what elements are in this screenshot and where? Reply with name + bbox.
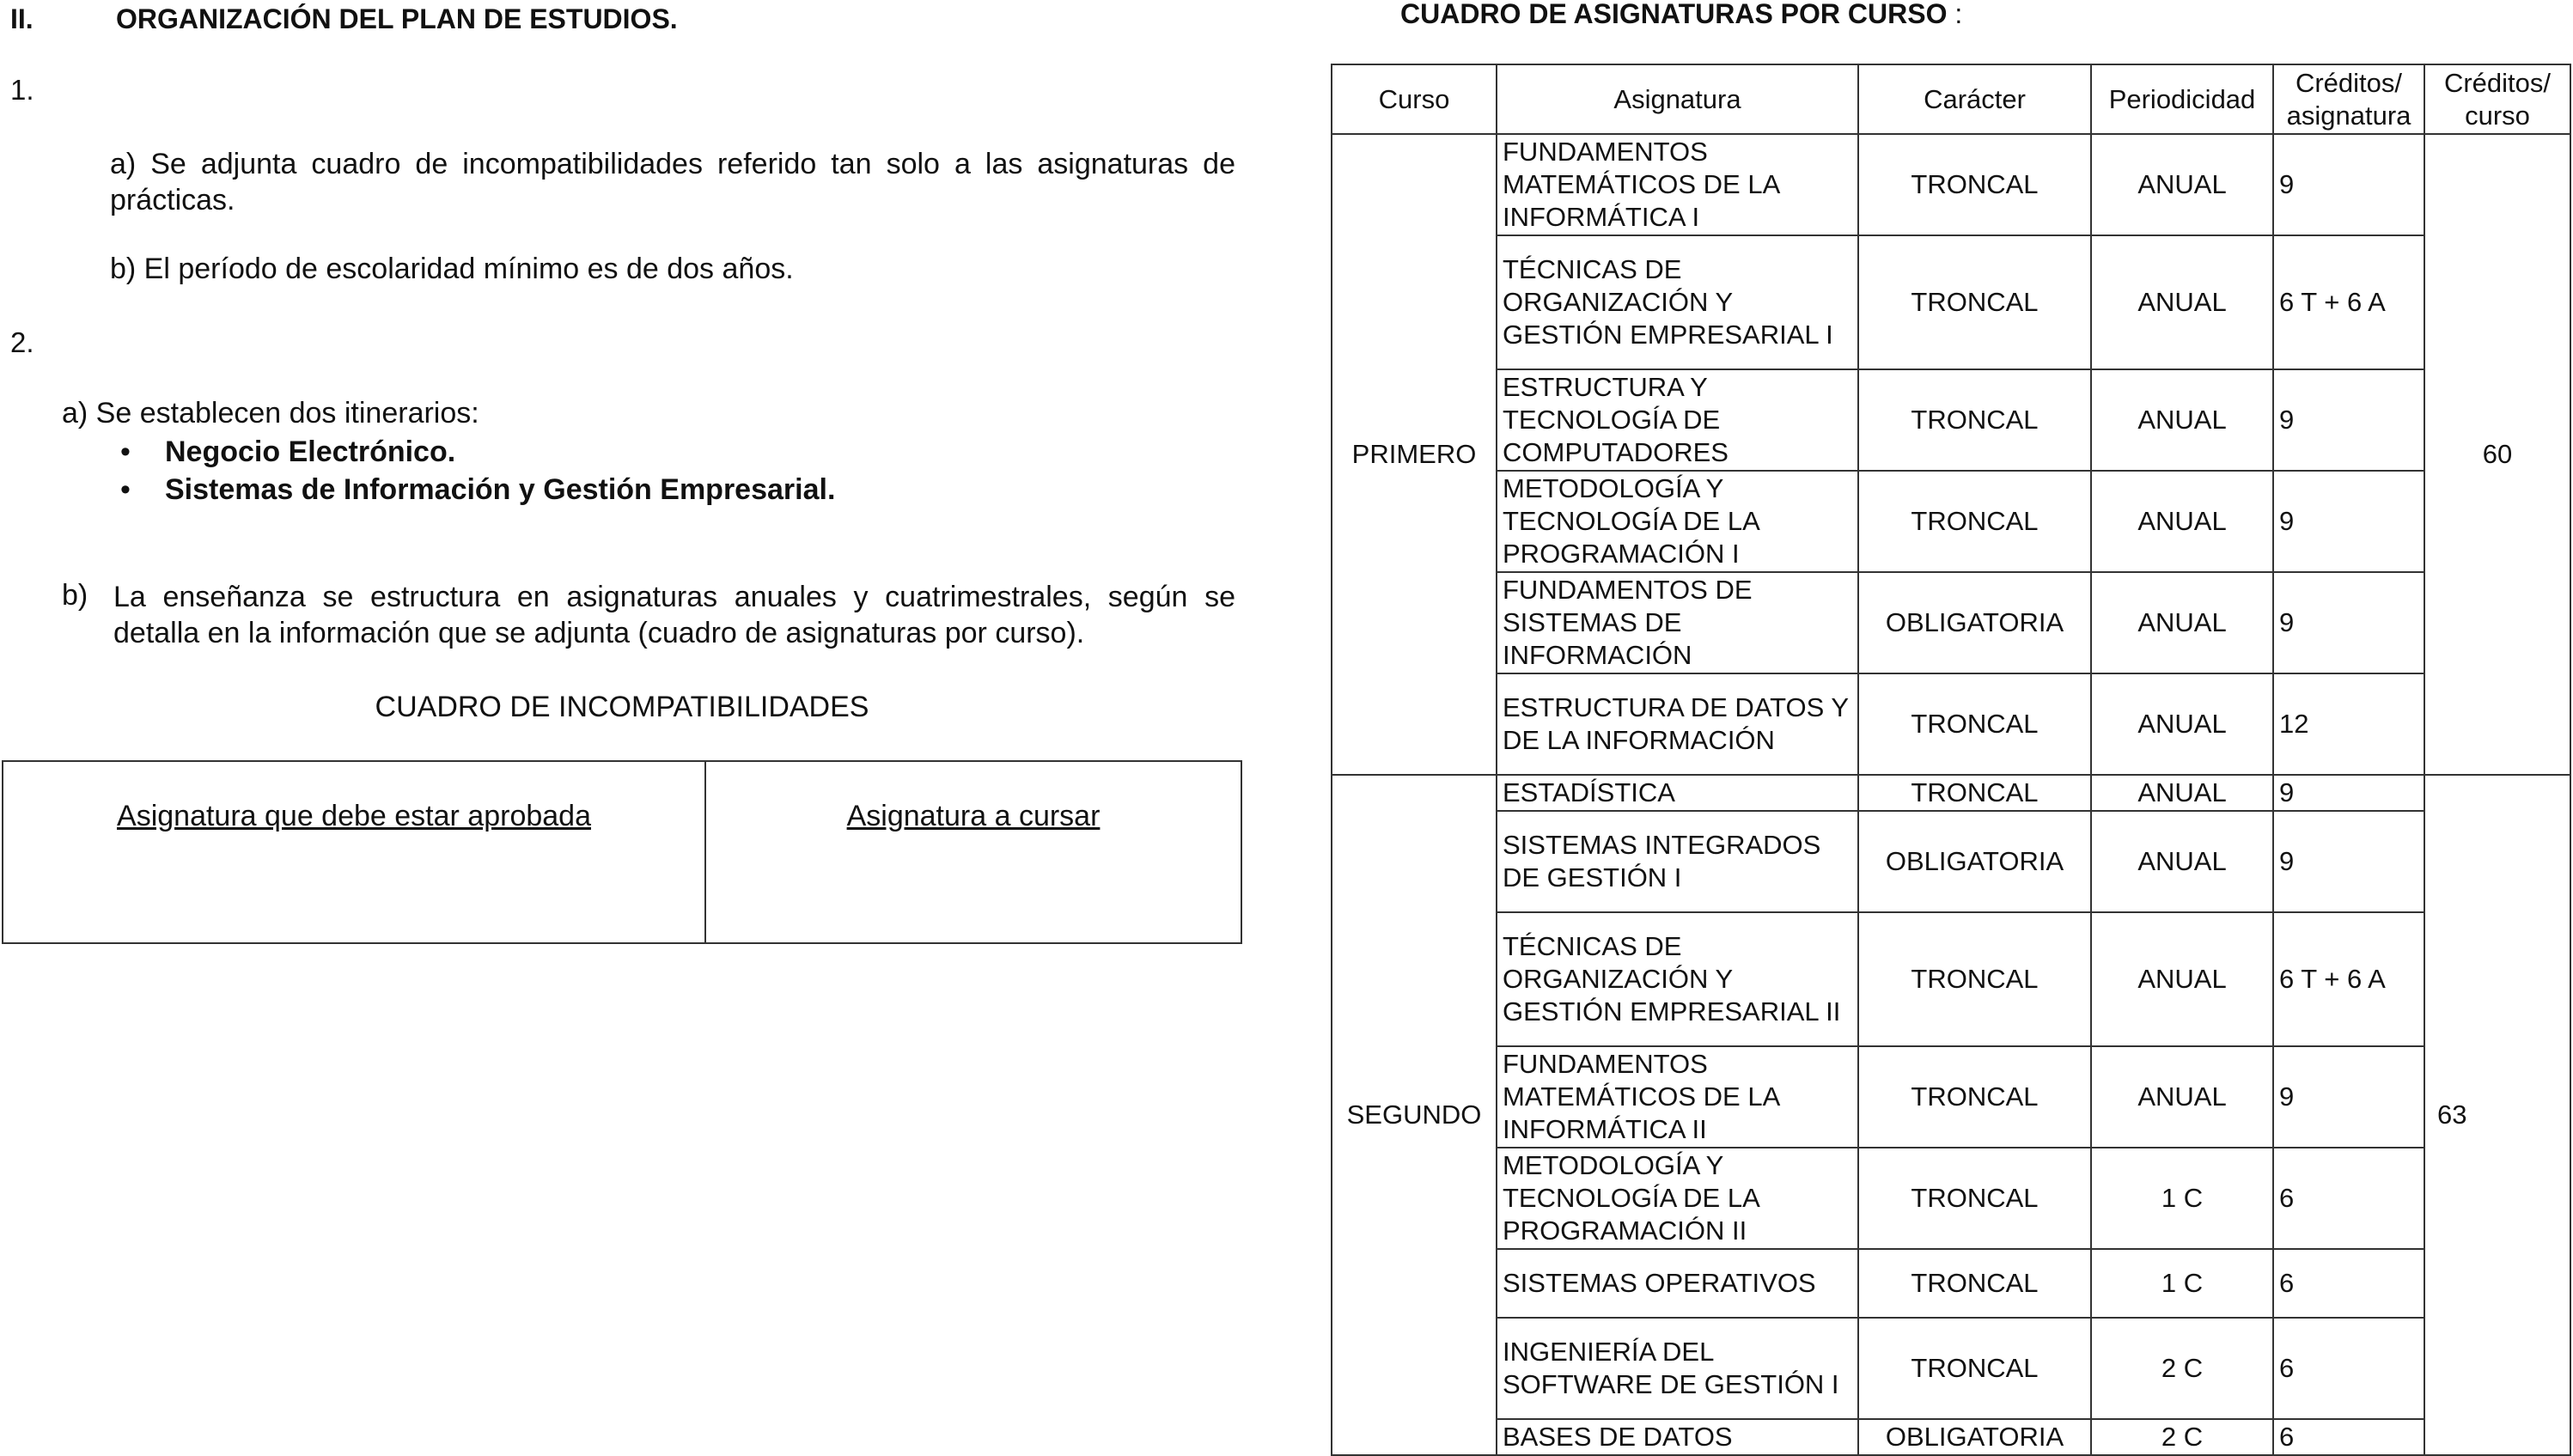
incompatibilities-header-required: Asignatura que debe estar aprobada [117,800,591,832]
table-row [1332,471,2570,572]
item-1b-paragraph: b) El período de escolaridad mínimo es de dos años. [110,253,794,285]
header-creditos-curso: Créditos/ curso [2424,64,2570,134]
creditos-cell: 9 [2273,811,2424,912]
creditos-cell: 6 [2273,1318,2424,1419]
asignatura-cell: METODOLOGÍA Y TECNOLOGÍA DE LA PROGRAMACIÓN II [1497,1148,1858,1249]
caracter-cell: TRONCAL [1858,369,2091,471]
creditos-cell: 6 [2273,1148,2424,1249]
creditos-cell: 9 [2273,369,2424,471]
table-row [1332,1148,2570,1249]
incompatibilities-header-to-take: Asignatura a cursar [846,800,1101,832]
periodicidad-cell: ANUAL [2091,1046,2273,1148]
table-row [1332,1046,2570,1148]
caracter-cell: TRONCAL [1858,673,2091,775]
table-row [1332,235,2570,369]
periodicidad-cell: ANUAL [2091,775,2273,811]
header-periodicidad: Periodicidad [2091,64,2273,134]
asignatura-cell: TÉCNICAS DE ORGANIZACIÓN Y GESTIÓN EMPRESARIAL I [1497,235,1858,369]
periodicidad-cell: ANUAL [2091,912,2273,1046]
table-row [1332,134,2570,235]
asignatura-cell: TÉCNICAS DE ORGANIZACIÓN Y GESTIÓN EMPRESARIAL II [1497,912,1858,1046]
incompatibilities-table [2,760,1242,944]
caracter-cell: TRONCAL [1858,775,2091,811]
table-row [1332,369,2570,471]
asignatura-cell: FUNDAMENTOS MATEMÁTICOS DE LA INFORMÁTICA I [1497,134,1858,235]
caracter-cell: OBLIGATORIA [1858,1419,2091,1455]
periodicidad-cell: 1 C [2091,1249,2273,1318]
asignatura-cell: FUNDAMENTOS DE SISTEMAS DE INFORMACIÓN [1497,572,1858,673]
asignatura-cell: ESTADÍSTICA [1497,775,1858,811]
asignatura-cell: ESTRUCTURA Y TECNOLOGÍA DE COMPUTADORES [1497,369,1858,471]
creditos-cell: 9 [2273,134,2424,235]
periodicidad-cell: ANUAL [2091,811,2273,912]
header-curso: Curso [1332,64,1497,134]
caracter-cell: TRONCAL [1858,1318,2091,1419]
creditos-cell: 9 [2273,572,2424,673]
caracter-cell: TRONCAL [1858,912,2091,1046]
item-2-number: 2. [10,326,34,358]
incompatibilities-title: CUADRO DE INCOMPATIBILIDADES [375,691,869,723]
subjects-table-title-text: CUADRO DE ASIGNATURAS POR CURSO [1400,0,1948,29]
creditos-cell: 9 [2273,1046,2424,1148]
periodicidad-cell: ANUAL [2091,369,2273,471]
caracter-cell: TRONCAL [1858,471,2091,572]
caracter-cell: TRONCAL [1858,1046,2091,1148]
creditos-cell: 6 T + 6 A [2273,912,2424,1046]
periodicidad-cell: ANUAL [2091,235,2273,369]
subjects-table-title-colon: : [1947,0,1963,29]
periodicidad-cell: ANUAL [2091,673,2273,775]
asignatura-cell: FUNDAMENTOS MATEMÁTICOS DE LA INFORMÁTICA II [1497,1046,1858,1148]
table-row [1332,1419,2570,1455]
caracter-cell: TRONCAL [1858,1249,2091,1318]
asignatura-cell: BASES DE DATOS [1497,1419,1858,1455]
periodicidad-cell: 1 C [2091,1148,2273,1249]
column-divider [704,762,706,942]
caracter-cell: OBLIGATORIA [1858,811,2091,912]
creditos-cell: 6 T + 6 A [2273,235,2424,369]
subjects-table-title [1400,0,1962,30]
itinerary-item: • Negocio Electrónico. [120,433,835,471]
periodicidad-cell: 2 C [2091,1419,2273,1455]
itineraries-list [120,433,835,509]
itinerary-item: • Sistemas de Información y Gestión Empresarial. [120,471,835,509]
periodicidad-cell: 2 C [2091,1318,2273,1419]
creditos-cell: 12 [2273,673,2424,775]
table-row [1332,912,2570,1046]
header-asignatura: Asignatura [1497,64,1858,134]
asignatura-cell: SISTEMAS INTEGRADOS DE GESTIÓN I [1497,811,1858,912]
table-row [1332,1249,2570,1318]
item-2b-paragraph: La enseñanza se estructura en asignaturas anuales y cuatrimestrales, según se detalla en la información que se adjunta (cuadro de asignaturas por curso). [113,581,1235,649]
item-2a-paragraph: a) Se establecen dos itinerarios: [62,397,479,429]
curso-cell: PRIMERO [1332,134,1497,775]
table-row [1332,673,2570,775]
table-row [1332,572,2570,673]
creditos-cell: 9 [2273,471,2424,572]
creditos-curso-cell: 63 [2424,775,2570,1455]
curso-cell: SEGUNDO [1332,775,1497,1455]
creditos-cell: 9 [2273,775,2424,811]
caracter-cell: TRONCAL [1858,235,2091,369]
table-row [1332,1318,2570,1419]
asignatura-cell: ESTRUCTURA DE DATOS Y DE LA INFORMACIÓN [1497,673,1858,775]
creditos-cell: 6 [2273,1419,2424,1455]
asignatura-cell: METODOLOGÍA Y TECNOLOGÍA DE LA PROGRAMACIÓN I [1497,471,1858,572]
section-title: ORGANIZACIÓN DEL PLAN DE ESTUDIOS. [116,3,678,34]
item-2b-label: b) [62,579,88,612]
creditos-cell: 6 [2273,1249,2424,1318]
table-row [1332,775,2570,811]
periodicidad-cell: ANUAL [2091,572,2273,673]
item-1a-paragraph: a) Se adjunta cuadro de incompatibilidades referido tan solo a las asignaturas de prácticas. [110,148,1235,216]
section-number: II. [10,3,34,34]
table-row [1332,811,2570,912]
subjects-table [1331,64,2571,1456]
asignatura-cell: SISTEMAS OPERATIVOS [1497,1249,1858,1318]
caracter-cell: TRONCAL [1858,134,2091,235]
periodicidad-cell: ANUAL [2091,471,2273,572]
caracter-cell: OBLIGATORIA [1858,572,2091,673]
table-header-row [1332,64,2570,134]
caracter-cell: TRONCAL [1858,1148,2091,1249]
header-caracter: Carácter [1858,64,2091,134]
asignatura-cell: INGENIERÍA DEL SOFTWARE DE GESTIÓN I [1497,1318,1858,1419]
header-creditos-asignatura: Créditos/ asignatura [2273,64,2424,134]
periodicidad-cell: ANUAL [2091,134,2273,235]
creditos-curso-cell: 60 [2424,134,2570,775]
item-1-number: 1. [10,74,34,106]
